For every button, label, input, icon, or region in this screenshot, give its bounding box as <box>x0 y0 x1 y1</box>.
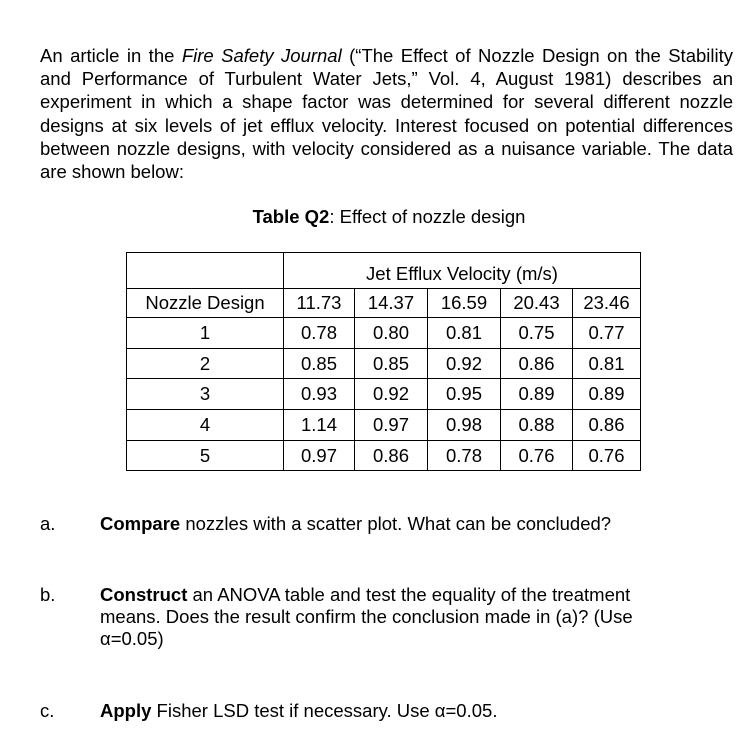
table-caption <box>0 205 743 229</box>
question-body: Fisher LSD test if necessary. Use α=0.05. <box>151 700 498 721</box>
shape-factor-cell: 0.77 <box>573 318 641 349</box>
velocity-header: 20.43 <box>501 289 573 318</box>
table-caption-text: : Effect of nozzle design <box>329 206 526 227</box>
shape-factor-cell: 0.81 <box>428 318 501 349</box>
question-letter: a. <box>40 513 56 534</box>
question-verb: Compare <box>100 513 181 534</box>
velocity-header: 23.46 <box>573 289 641 318</box>
nozzle-design-cell: 5 <box>127 440 284 471</box>
nozzle-data-table <box>126 252 641 471</box>
shape-factor-cell: 0.85 <box>284 348 355 379</box>
question-body: nozzles with a scatter plot. What can be concluded? <box>180 513 612 534</box>
shape-factor-cell: 0.93 <box>284 379 355 410</box>
table-header-row-group <box>127 253 641 289</box>
table-row <box>127 410 641 441</box>
shape-factor-cell: 0.76 <box>501 440 573 471</box>
shape-factor-cell: 0.92 <box>428 348 501 379</box>
shape-factor-cell: 0.85 <box>355 348 428 379</box>
shape-factor-cell: 0.89 <box>501 379 573 410</box>
shape-factor-cell: 0.76 <box>573 440 641 471</box>
shape-factor-cell: 0.97 <box>284 440 355 471</box>
table-row <box>127 318 641 349</box>
nozzle-design-cell: 2 <box>127 348 284 379</box>
question-text <box>100 513 700 535</box>
shape-factor-cell: 0.95 <box>428 379 501 410</box>
question-letter: c. <box>40 700 55 721</box>
table-row <box>127 440 641 471</box>
shape-factor-cell: 0.78 <box>284 318 355 349</box>
table-row <box>127 379 641 410</box>
journal-title: Fire Safety Journal <box>181 45 342 66</box>
shape-factor-cell: 0.92 <box>355 379 428 410</box>
nozzle-design-cell: 1 <box>127 318 284 349</box>
velocity-header: 14.37 <box>355 289 428 318</box>
shape-factor-cell: 1.14 <box>284 410 355 441</box>
question-text <box>100 584 685 650</box>
shape-factor-cell: 0.97 <box>355 410 428 441</box>
table-corner-cell <box>127 253 284 289</box>
table-header-row <box>127 289 641 318</box>
question-verb: Apply <box>100 700 152 721</box>
velocity-group-header: Jet Efflux Velocity (m/s) <box>284 253 641 289</box>
shape-factor-cell: 0.86 <box>355 440 428 471</box>
shape-factor-cell: 0.86 <box>501 348 573 379</box>
nozzle-design-cell: 3 <box>127 379 284 410</box>
intro-text-rest: (“The Effect of Nozzle Design on the Stability and Performance of Turbulent Water Jets,” Vol. 4, August 1981) describes an experiment in which a shape factor was determined for several different nozzle designs at six levels of jet efflux velocity. Interest focused on potential differences between nozzle designs, with velocity considered as a nuisance variable. The data are shown below: <box>40 45 733 183</box>
shape-factor-cell: 0.88 <box>501 410 573 441</box>
shape-factor-cell: 0.98 <box>428 410 501 441</box>
shape-factor-cell: 0.89 <box>573 379 641 410</box>
question-letter: b. <box>40 584 56 605</box>
shape-factor-cell: 0.80 <box>355 318 428 349</box>
question-verb: Construct <box>100 584 188 605</box>
nozzle-design-header: Nozzle Design <box>127 289 284 318</box>
intro-text-start: An article in the <box>40 45 182 66</box>
velocity-header: 11.73 <box>284 289 355 318</box>
velocity-header: 16.59 <box>428 289 501 318</box>
table-caption-label: Table Q2 <box>252 206 330 227</box>
shape-factor-cell: 0.75 <box>501 318 573 349</box>
table-row <box>127 348 641 379</box>
shape-factor-cell: 0.86 <box>573 410 641 441</box>
shape-factor-cell: 0.78 <box>428 440 501 471</box>
question-body: an ANOVA table and test the equality of the treatment means. Does the result confirm the conclusion made in (a)? (Use α=0.05) <box>100 584 633 649</box>
nozzle-design-cell: 4 <box>127 410 284 441</box>
shape-factor-cell: 0.81 <box>573 348 641 379</box>
question-text <box>100 700 700 722</box>
intro-paragraph <box>40 44 733 183</box>
